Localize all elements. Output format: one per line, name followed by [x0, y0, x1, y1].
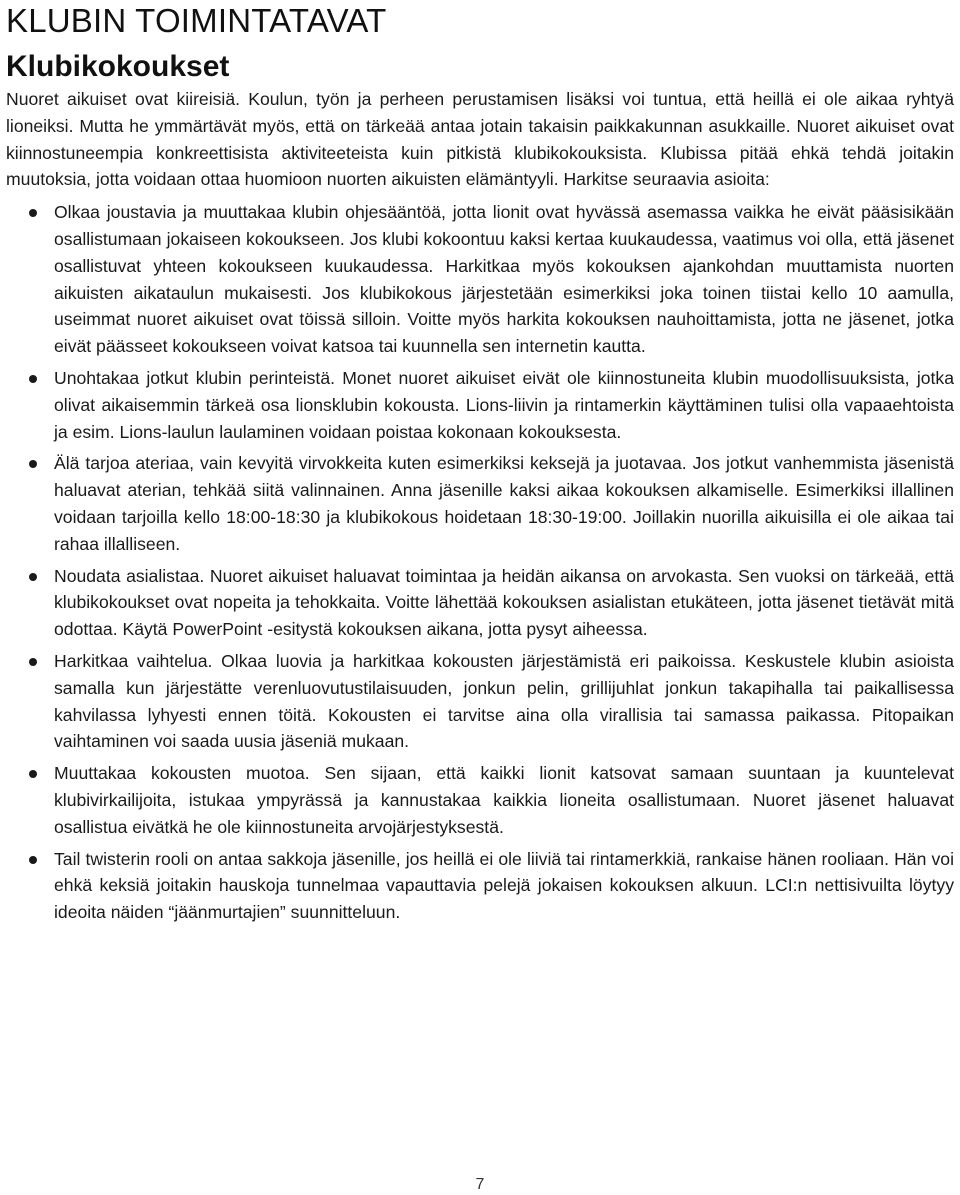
section-title: Klubikokoukset	[6, 50, 230, 83]
bullet-item-traditions	[6, 365, 954, 445]
bullet-text: Unohtakaa jotkut klubin perinteistä. Monet nuoret aikuiset eivät ole kiinnostuneita klubin muodollisuuksista, jotka olivat aikaisemmin tärkeä osa lionsklubin kokousta. Lions-liivin ja rintamerkin käyttäminen tulisi olla vapaaehtoista ja esim. Lions-laulun laulaminen voidaan poistaa kokonaan kokouksesta.	[54, 367, 954, 442]
bullet-dot-icon	[29, 209, 37, 217]
bullet-dot-icon	[29, 658, 37, 666]
bullet-text: Olkaa joustavia ja muuttakaa klubin ohjesääntöä, jotta lionit ovat hyvässä asemassa vaikka he eivät pääsisikään osallistumaan jokaiseen kokoukseen. Jos klubi kokoontuu kaksi kertaa kuukaudessa, vaatimus voi olla, että jäsenet osallistuvat yhteen kokoukseen kuukaudessa. Harkitkaa myös kokouksen ajankohdan muuttamista nuorten aikuisten aikataulun mukaisesti. Jos klubikokous järjestetään esimerkiksi joka toinen tiistai kello 10 aamulla, useimmat nuoret aikuiset ovat töissä silloin. Voitte myös harkita kokouksen nauhoittamista, jotta ne jäsenet, jotka eivät päässeet kokoukseen voivat katsoa tai kuunnella sen internetin kautta.	[54, 202, 954, 357]
bullet-item-variety	[6, 648, 954, 755]
bullet-item-tail-twister	[6, 846, 954, 926]
bullet-dot-icon	[29, 573, 37, 581]
bullet-item-agenda	[6, 563, 954, 643]
bullet-text: Tail twisterin rooli on antaa sakkoja jäsenille, jos heillä ei ole liiviä tai rintamerkkiä, rankaise hänen rooliaan. Hän voi ehkä keksiä joitakin hauskoja tunnelmaa vapauttavia pelejä jokaisen kokouksen alkuun. LCI:n nettisivuilta löytyy ideoita näiden “jäänmurtajien” suunnitteluun.	[54, 848, 954, 923]
bullet-dot-icon	[29, 856, 37, 864]
bullet-text: Muuttakaa kokousten muotoa. Sen sijaan, että kaikki lionit katsovat samaan suuntaan ja kuuntelevat klubivirkailijoita, istukaa ympyrässä ja kannustakaa kaikkia lioneita osallistumaan. Nuoret jäsenet haluavat osallistua eivätkä he ole kiinnostuneita arvojärjestyksestä.	[54, 763, 954, 837]
bullet-dot-icon	[29, 375, 37, 383]
document-title: KLUBIN TOIMINTATAVAT	[6, 2, 387, 39]
bullet-text: Harkitkaa vaihtelua. Olkaa luovia ja harkitkaa kokousten järjestämistä eri paikoissa. Keskustele klubin asioista samalla kun järjestätte verenluovutustilaisuuden, jonkun pelin, grillijuhlat jonkun takapihalla tai paikallisessa kahvilassa lyhyesti ennen töitä. Kokousten ei tarvitse aina olla virallisia tai samassa paikassa. Pitopaikan vaihtaminen voi saada uusia jäseniä mukaan.	[54, 650, 954, 752]
bullet-list	[6, 199, 954, 926]
page-number: 7	[475, 1176, 485, 1193]
bullet-item-meals	[6, 450, 954, 557]
bullet-dot-icon	[29, 770, 37, 778]
intro-paragraph: Nuoret aikuiset ovat kiireisiä. Koulun, työn ja perheen perustamisen lisäksi voi tuntua, että heillä ei ole aikaa ryhtyä lioneiksi. Mutta he ymmärtävät myös, että on tärkeää antaa jotain takaisin paikkakunnan asukkaille. Nuoret aikuiset ovat kiinnostuneempia konkreettisista aktiviteeteista kuin pitkistä klubikokouksista. Klubissa pitää ehkä tehdä joitakin muutoksia, jotta voidaan ottaa huomioon nuorten aikuisten elämäntyyli. Harkitse seuraavia asioita:	[6, 89, 954, 190]
bullet-dot-icon	[29, 460, 37, 468]
bullet-item-flexibility	[6, 199, 954, 360]
bullet-item-format	[6, 760, 954, 840]
bullet-text: Noudata asialistaa. Nuoret aikuiset haluavat toimintaa ja heidän aikansa on arvokasta. Sen vuoksi on tärkeää, että klubikokoukset ovat nopeita ja tehokkaita. Voitte lähettää kokouksen asialistan etukäteen, jotta jäsenet tietävät mitä odottaa. Käytä PowerPoint -esitystä kokouksen aikana, jotta pysyt aiheessa.	[54, 565, 954, 640]
bullet-text: Älä tarjoa ateriaa, vain kevyitä virvokkeita kuten esimerkiksi keksejä ja juotavaa. Jos jotkut vanhemmista jäsenistä haluavat aterian, tehkää siitä valinnainen. Anna jäsenille kaksi aikaa kokouksen alkamiselle. Esimerkiksi illallinen voidaan tarjoilla kello 18:00-18:30 ja klubikokous hoidetaan 18:30-19:00. Joillakin nuorilla aikuisilla ei ole aikaa tai rahaa illalliseen.	[54, 453, 954, 554]
